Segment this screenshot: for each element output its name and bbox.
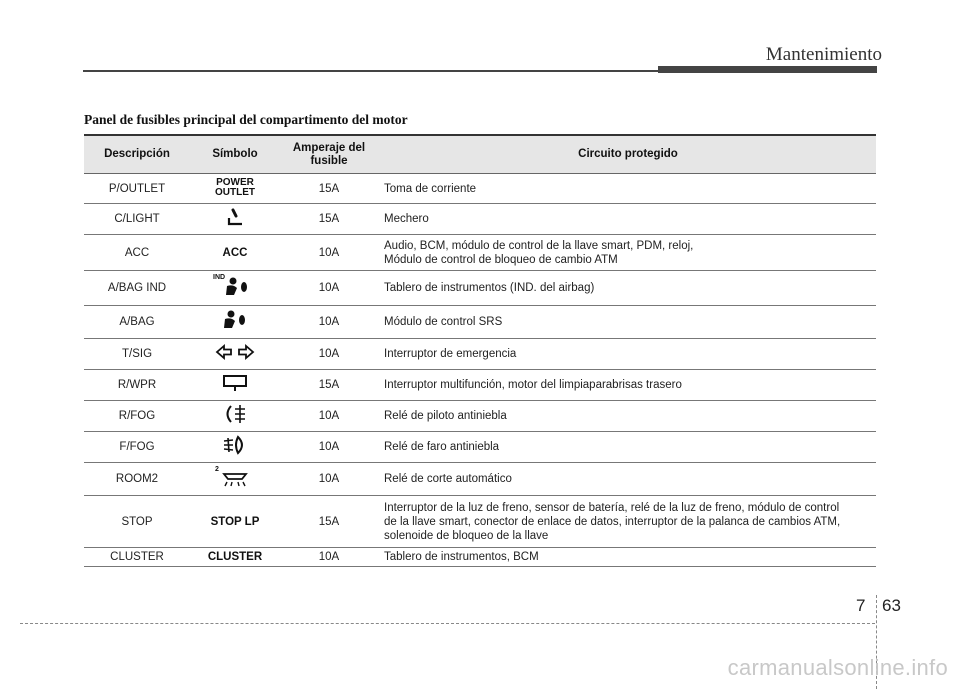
cigar-lighter-icon [224,207,246,231]
column-header-amperage-line1: Amperaje del [292,141,366,154]
fuse-description: ACC [84,235,190,271]
fuse-amperage: 10A [280,432,378,463]
rear-fog-icon [221,403,249,429]
fuse-symbol [190,463,280,496]
fuse-circuit: Relé de corte automático [378,463,876,496]
fuse-symbol [190,548,280,567]
fuse-symbol [190,271,280,306]
fuse-amperage: 10A [280,463,378,496]
fuse-amperage: 10A [280,548,378,567]
fuse-symbol [190,401,280,432]
fuse-symbol [190,370,280,401]
table-row [84,271,876,306]
fuse-symbol [190,204,280,235]
fuse-description: A/BAG IND [84,271,190,306]
page-chapter: 7 [856,596,866,615]
table-row [84,235,876,271]
table-row [84,370,876,401]
column-header-amperage-line2: fusible [310,154,348,167]
fuse-symbol [190,339,280,370]
symbol-superscript-label: IND [213,274,226,281]
cluster-text: CLUSTER [207,551,263,563]
fuse-amperage: 15A [280,496,378,548]
fuse-symbol [190,235,280,271]
table-row [84,401,876,432]
fuse-description: STOP [84,496,190,548]
table-row [84,432,876,463]
airbag-indicator-icon [213,273,257,303]
table-row [84,463,876,496]
fuse-description: R/FOG [84,401,190,432]
header-title: Mantenimiento [765,44,882,65]
fuse-amperage: 15A [280,174,378,204]
fuse-circuit: Audio, BCM, módulo de control de la llave smart, PDM, reloj, Módulo de control de bloqueo de cambio ATM [378,235,876,271]
fuse-circuit: Interruptor multifunción, motor del limpiaparabrisas trasero [378,370,876,401]
header-rule [83,70,663,72]
power-outlet-text: POWER OUTLET [215,177,255,198]
fuse-amperage: 10A [280,235,378,271]
column-header-description: Descripción [84,135,190,174]
fuse-amperage: 10A [280,401,378,432]
turn-signal-icon [214,343,256,365]
room-lamp-icon [215,465,255,493]
fuse-circuit: Interruptor de la luz de freno, sensor de batería, relé de la luz de freno, módulo de control de la llave smart, conector de enlace de datos, interruptor de la palanca de cambios ATM, solenoide de bloqueo de la llave [378,496,876,548]
fuse-circuit: Tablero de instrumentos, BCM [378,548,876,567]
fuse-circuit: Relé de faro antiniebla [378,432,876,463]
section-title: Panel de fusibles principal del compartimento del motor [84,112,408,127]
fuse-description: R/WPR [84,370,190,401]
fuse-description: CLUSTER [84,548,190,567]
watermark: carmanualsonline.info [727,655,948,680]
acc-text: ACC [222,246,248,259]
fuse-circuit: Mechero [378,204,876,235]
fuse-description: ROOM2 [84,463,190,496]
fuse-description: A/BAG [84,306,190,339]
fuse-table-body [84,174,876,567]
front-fog-icon [221,434,249,460]
table-row [84,496,876,548]
fuse-symbol [190,496,280,548]
rear-wiper-icon [220,372,250,398]
fuse-symbol [190,432,280,463]
table-row [84,204,876,235]
column-header-amperage [280,135,378,174]
fuse-circuit: Tablero de instrumentos (IND. del airbag) [378,271,876,306]
fuse-description: P/OUTLET [84,174,190,204]
symbol-superscript-label: 2 [215,466,219,473]
fuse-amperage: 15A [280,370,378,401]
table-row [84,174,876,204]
header-rule-accent [658,66,877,73]
fuse-symbol [190,306,280,339]
fuse-description: F/FOG [84,432,190,463]
fuse-symbol [190,174,280,204]
fuse-circuit: Toma de corriente [378,174,876,204]
page-number: 63 [882,596,901,615]
fuse-circuit: Relé de piloto antiniebla [378,401,876,432]
fuse-amperage: 10A [280,271,378,306]
column-header-symbol: Símbolo [190,135,280,174]
fuse-amperage: 10A [280,339,378,370]
stop-lp-text: STOP LP [210,515,260,528]
fuse-circuit: Módulo de control SRS [378,306,876,339]
fuse-description: C/LIGHT [84,204,190,235]
table-row [84,306,876,339]
table-row [84,339,876,370]
fuse-table [84,134,876,567]
column-header-circuit: Circuito protegido [378,135,876,174]
fuse-amperage: 10A [280,306,378,339]
fuse-description: T/SIG [84,339,190,370]
footer-rule [20,623,875,624]
table-row [84,548,876,567]
airbag-icon [217,308,253,336]
table-header-row [84,135,876,174]
fuse-circuit: Interruptor de emergencia [378,339,876,370]
fuse-amperage: 15A [280,204,378,235]
